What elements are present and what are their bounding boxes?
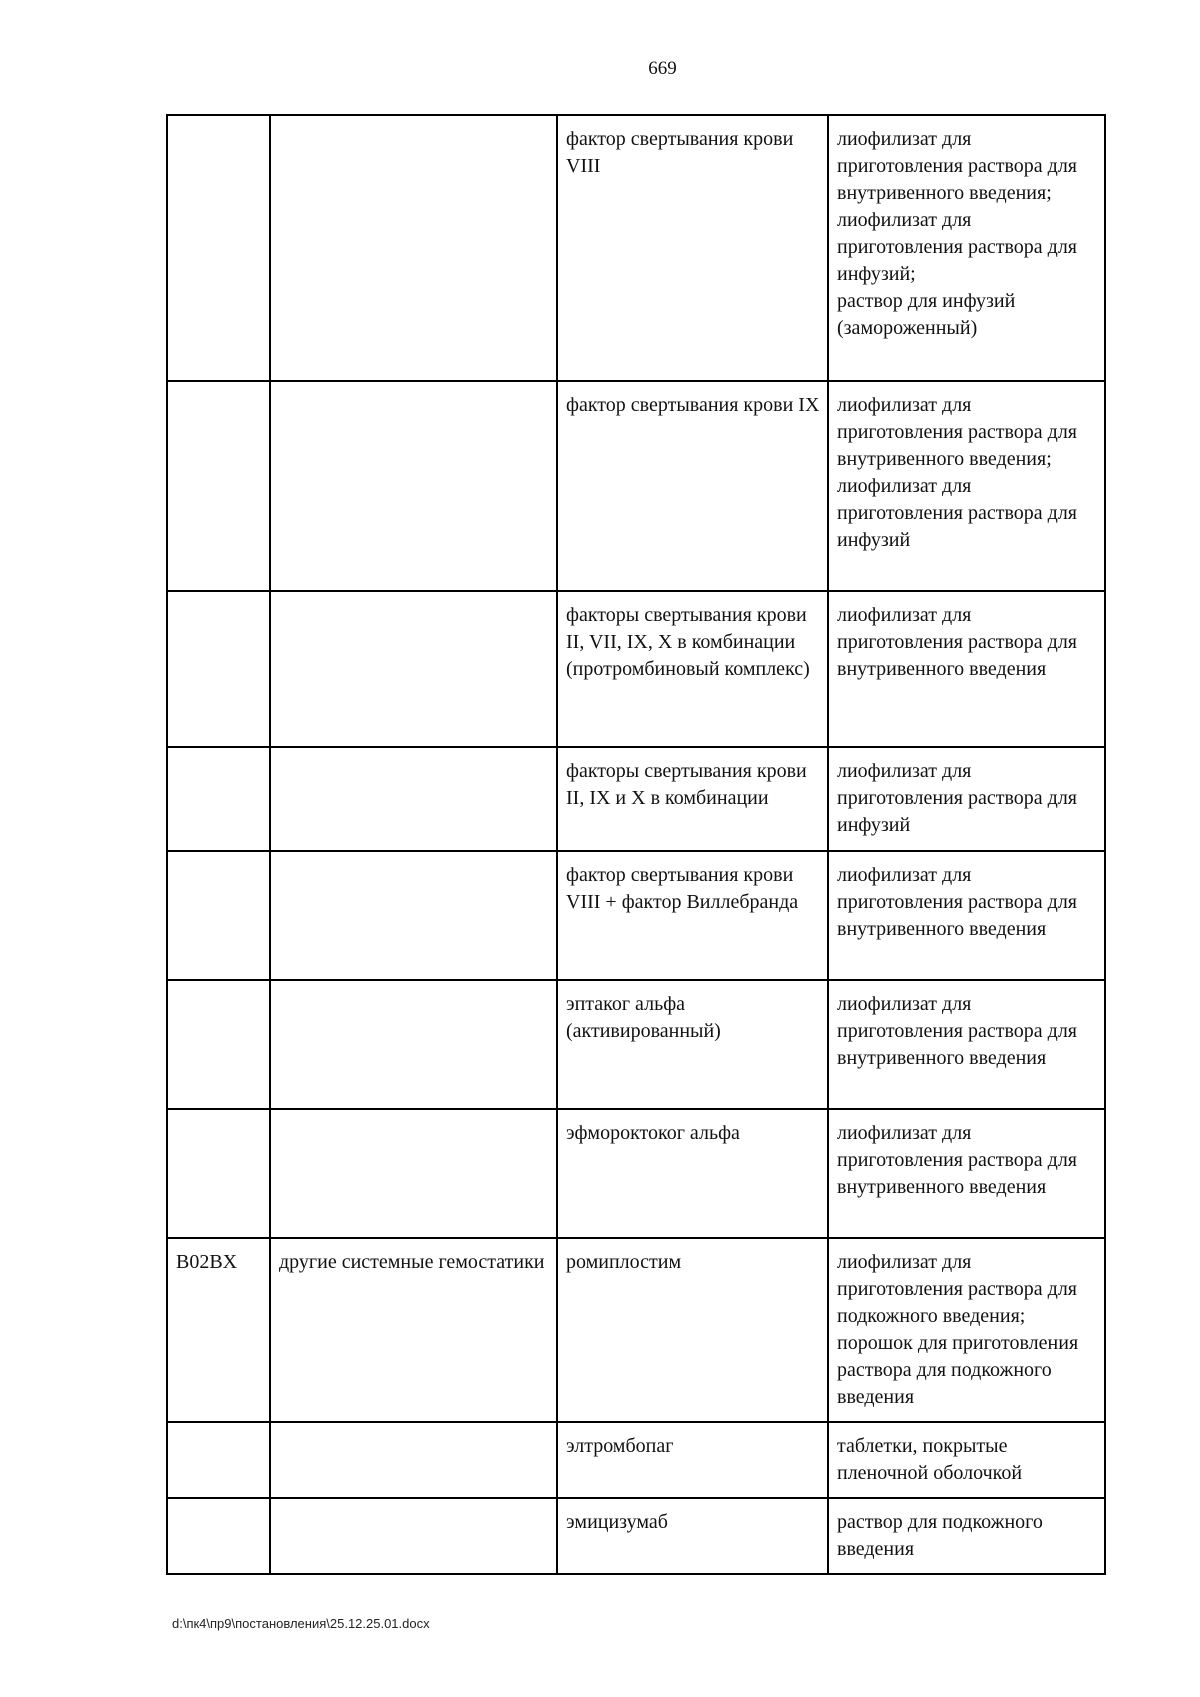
atc-code-cell <box>167 747 270 851</box>
group-cell <box>270 980 557 1109</box>
inn-cell: эмицизумаб <box>557 1498 828 1574</box>
dosage-form-cell: лиофилизат для приготовления раствора для внутривенного введения; лиофилизат для приготовления раствора для инфузий; раствор для инфузий (замороженный) <box>828 115 1105 381</box>
group-cell <box>270 747 557 851</box>
table-row <box>167 851 1105 980</box>
group-cell <box>270 1498 557 1574</box>
inn-cell: факторы свертывания крови II, VII, IX, X в комбинации (протромбиновый комплекс) <box>557 591 828 747</box>
inn-cell: эптаког альфа (активированный) <box>557 980 828 1109</box>
dosage-form-cell: раствор для подкожного введения <box>828 1498 1105 1574</box>
atc-code-cell <box>167 1109 270 1238</box>
atc-code-cell <box>167 851 270 980</box>
inn-cell: фактор свертывания крови VIII + фактор Виллебранда <box>557 851 828 980</box>
dosage-form-cell: лиофилизат для приготовления раствора для инфузий <box>828 747 1105 851</box>
dosage-form-cell: лиофилизат для приготовления раствора для внутривенного введения <box>828 980 1105 1109</box>
medication-table <box>166 114 1106 1575</box>
group-cell <box>270 591 557 747</box>
dosage-form-cell: лиофилизат для приготовления раствора для внутривенного введения; лиофилизат для приготовления раствора для инфузий <box>828 381 1105 591</box>
table-row <box>167 980 1105 1109</box>
table-row <box>167 1498 1105 1574</box>
table-row <box>167 747 1105 851</box>
table-row <box>167 1109 1105 1238</box>
table-row <box>167 1422 1105 1498</box>
atc-code-cell <box>167 980 270 1109</box>
atc-code-cell <box>167 381 270 591</box>
group-cell <box>270 381 557 591</box>
inn-cell: элтромбопаг <box>557 1422 828 1498</box>
inn-cell: ромиплостим <box>557 1238 828 1422</box>
inn-cell: фактор свертывания крови VIII <box>557 115 828 381</box>
table-row <box>167 115 1105 381</box>
atc-code-cell: B02BX <box>167 1238 270 1422</box>
group-cell <box>270 851 557 980</box>
page-number: 669 <box>648 58 677 79</box>
group-cell <box>270 1422 557 1498</box>
table-row <box>167 1238 1105 1422</box>
dosage-form-cell: лиофилизат для приготовления раствора для внутривенного введения <box>828 851 1105 980</box>
table-row <box>167 591 1105 747</box>
dosage-form-cell: таблетки, покрытые пленочной оболочкой <box>828 1422 1105 1498</box>
group-cell <box>270 1109 557 1238</box>
dosage-form-cell: лиофилизат для приготовления раствора для внутривенного введения <box>828 1109 1105 1238</box>
inn-cell: эфмороктоког альфа <box>557 1109 828 1238</box>
group-cell <box>270 115 557 381</box>
inn-cell: фактор свертывания крови IX <box>557 381 828 591</box>
group-cell: другие системные гемостатики <box>270 1238 557 1422</box>
atc-code-cell <box>167 591 270 747</box>
inn-cell: факторы свертывания крови II, IX и X в комбинации <box>557 747 828 851</box>
document-file-path: d:\пк4\пр9\постановления\25.12.25.01.docx <box>172 1616 430 1631</box>
table-row <box>167 381 1105 591</box>
atc-code-cell <box>167 1498 270 1574</box>
dosage-form-cell: лиофилизат для приготовления раствора для внутривенного введения <box>828 591 1105 747</box>
atc-code-cell <box>167 115 270 381</box>
dosage-form-cell: лиофилизат для приготовления раствора для подкожного введения; порошок для приготовления раствора для подкожного введения <box>828 1238 1105 1422</box>
atc-code-cell <box>167 1422 270 1498</box>
